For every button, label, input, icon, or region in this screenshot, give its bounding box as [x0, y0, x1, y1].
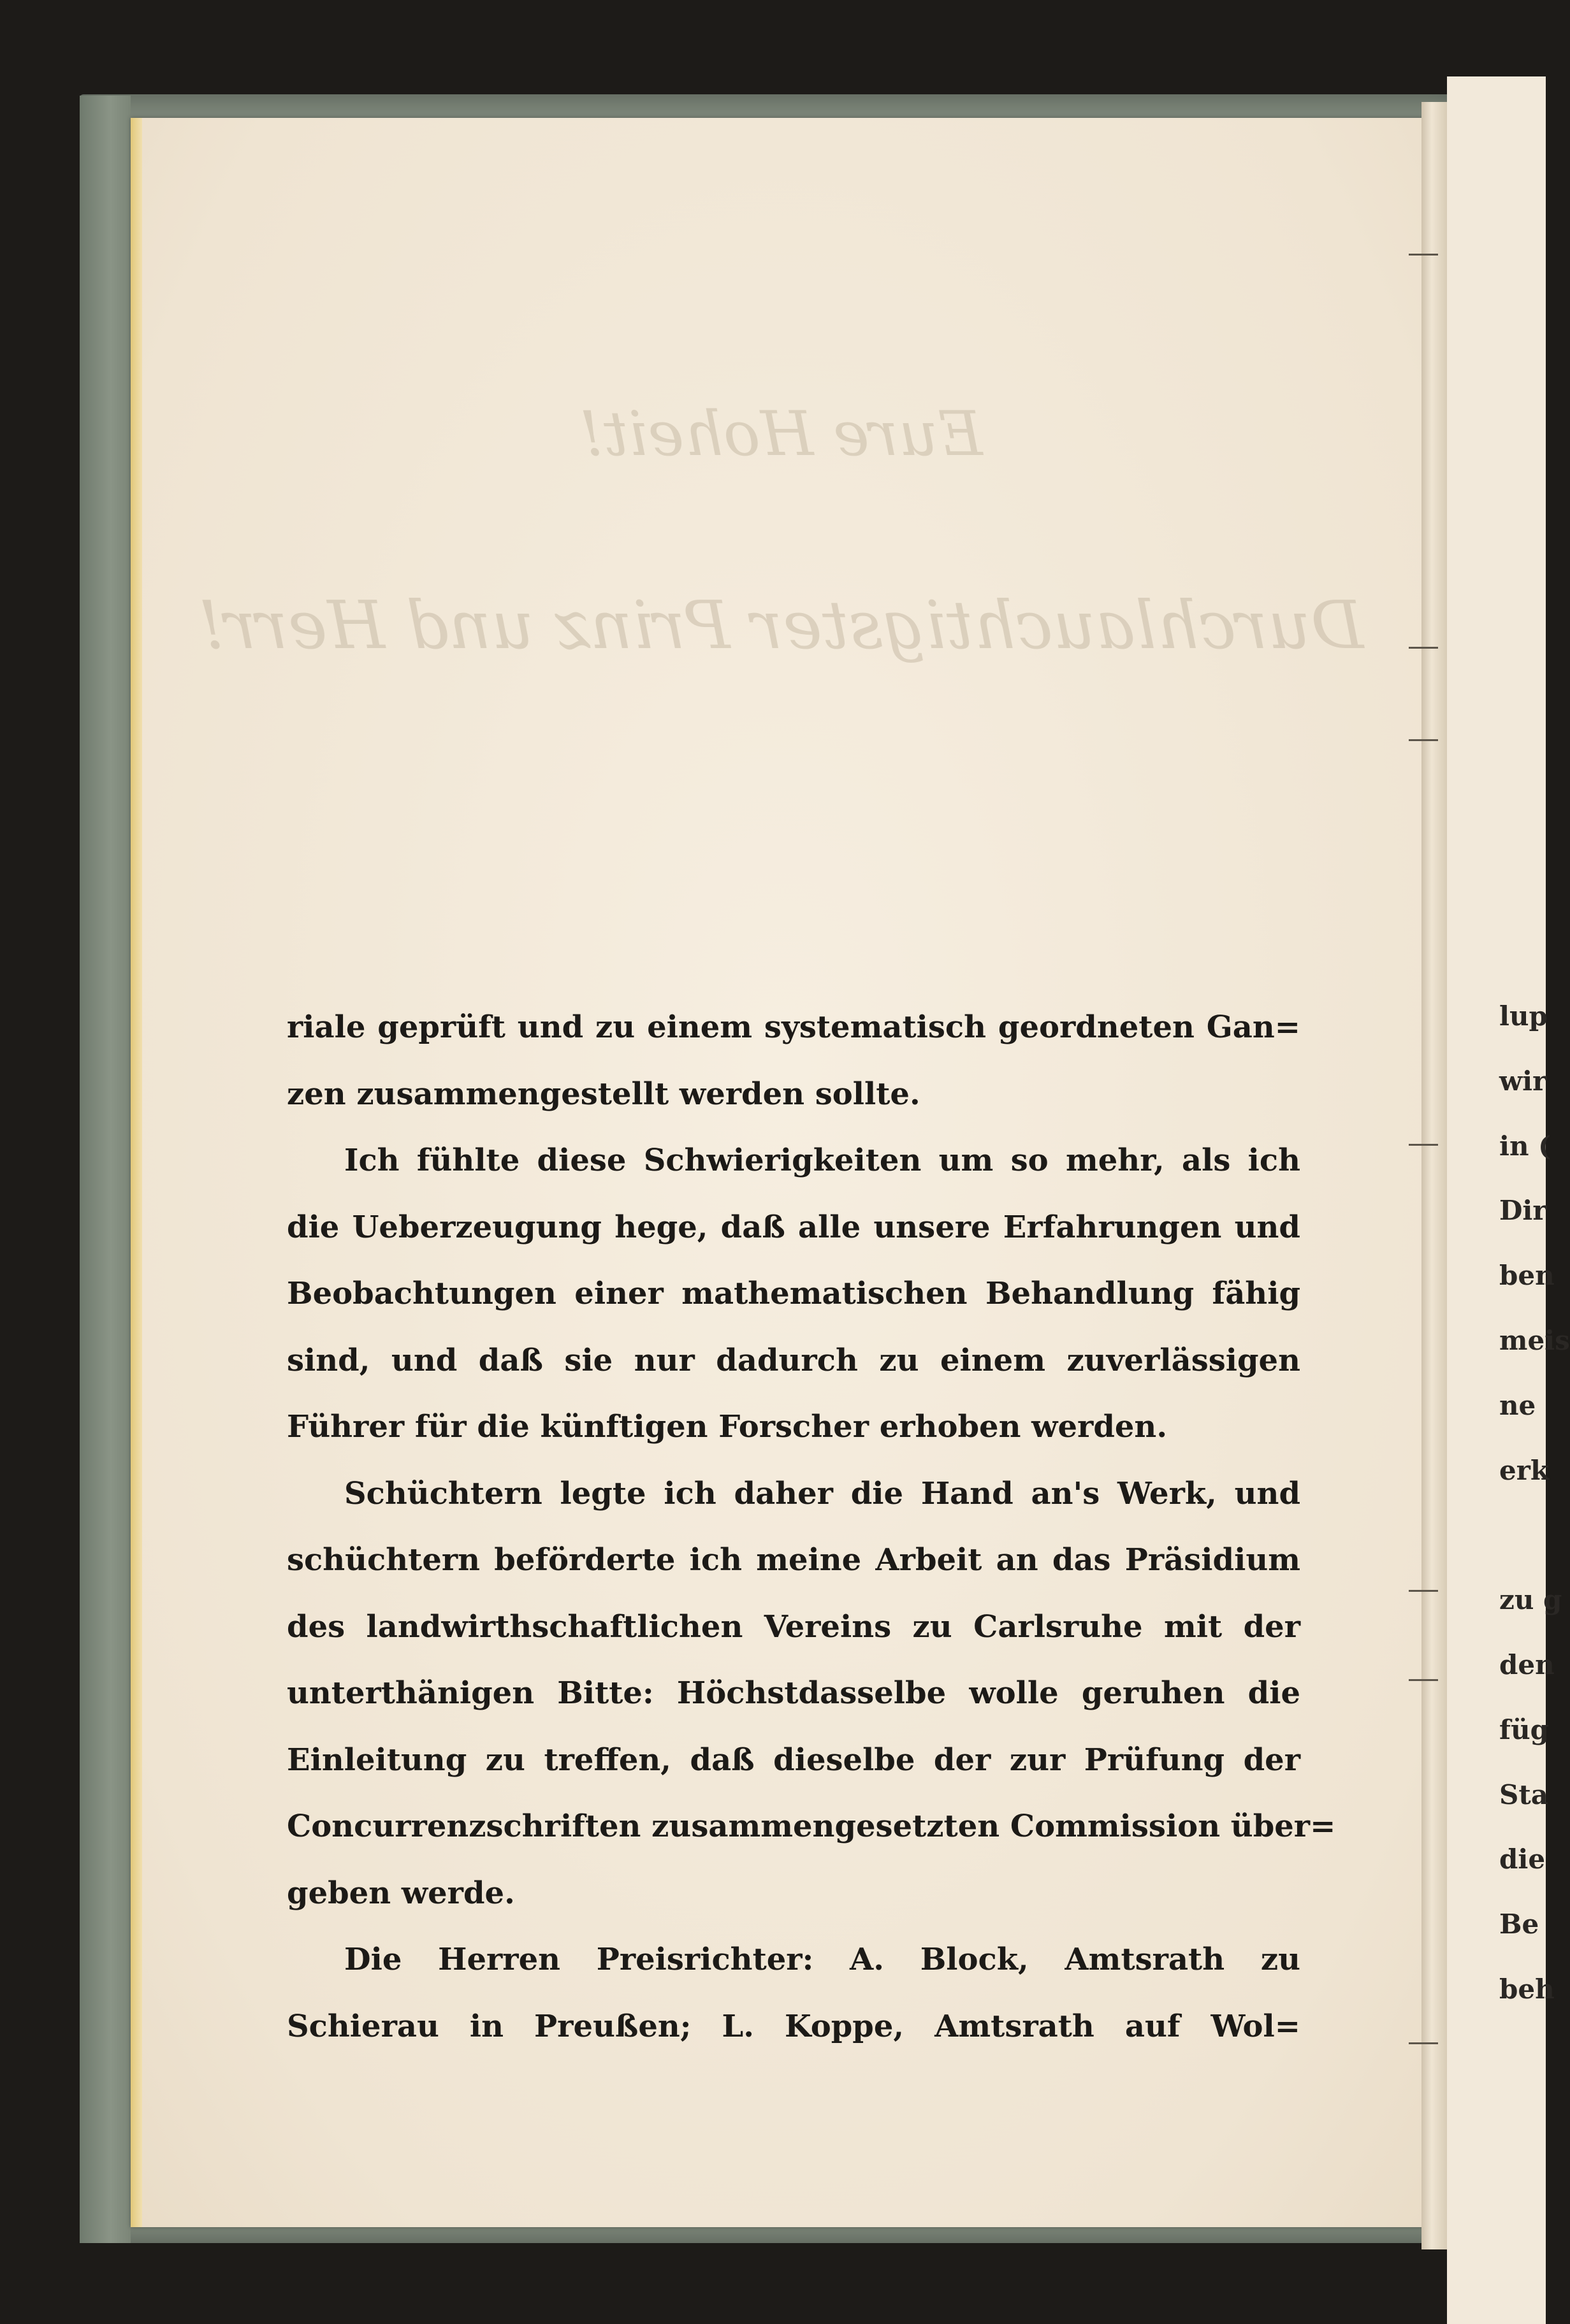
page-body-text: [287, 994, 1336, 2060]
bleed-through-heading: Eure Hoheit!: [579, 398, 983, 470]
binding-thread-mark: [1409, 1679, 1438, 1681]
text-line: die Ueberzeugung hege, daß alle unsere Erfahrungen und: [287, 1209, 1300, 1245]
fragment: erk: [1499, 1454, 1549, 1486]
fragment: wir: [1499, 1065, 1547, 1097]
text-line: geben werde.: [287, 1875, 515, 1911]
binding-thread-mark: [1409, 2042, 1438, 2044]
fragment: lup: [1499, 1000, 1548, 1032]
bleed-through-salutation: Durchlauchtigster Prinz und Herr!: [198, 586, 1364, 664]
binding-thread-mark: [1409, 647, 1438, 649]
page-edge-stain: [131, 118, 142, 2227]
fragment: Be: [1499, 1909, 1539, 1940]
binding-thread-mark: [1409, 1144, 1438, 1146]
text-line: Die Herren Preisrichter: A. Block, Amtsrath zu: [344, 1942, 1300, 1977]
text-line: Beobachtungen einer mathematischen Behandlung fähig: [287, 1276, 1300, 1311]
text-line: Schierau in Preußen; L. Koppe, Amtsrath auf Wol=: [287, 2008, 1300, 2044]
text-line: Concurrenzschriften zusammengesetzten Commission über=: [287, 1808, 1336, 1844]
text-line: unterthänigen Bitte: Höchstdasselbe wolle geruhen die: [287, 1675, 1300, 1711]
binding-thread-mark: [1409, 254, 1438, 256]
fragment: die: [1499, 1844, 1546, 1875]
text-line: Ich fühlte diese Schwierigkeiten um so mehr, als ich: [344, 1143, 1300, 1178]
cover-edge-strip: [80, 96, 131, 2243]
fragment: zu g: [1499, 1584, 1562, 1616]
text-line: Schüchtern legte ich daher die Hand an's Werk, und: [344, 1475, 1300, 1512]
text-line: Führer für die künftigen Forscher erhoben werden.: [287, 1409, 1168, 1445]
fragment: ben: [1499, 1260, 1555, 1292]
text-line: sind, und daß sie nur dadurch zu einem zuverlässigen: [287, 1342, 1300, 1378]
text-line: Einleitung zu treffen, daß dieselbe der zur Prüfung der: [287, 1742, 1300, 1778]
fragment: [1499, 1519, 1546, 1584]
fragment: meis: [1499, 1324, 1570, 1356]
facing-page-fragments: [1499, 1000, 1570, 2039]
binding-thread-mark: [1409, 739, 1438, 741]
fragment: den: [1499, 1649, 1555, 1680]
text-line: schüchtern beförderte ich meine Arbeit an das Präsidium: [287, 1542, 1300, 1578]
fragment: Sta: [1499, 1779, 1548, 1810]
text-line: riale geprüft und zu einem systematisch geordneten Gan=: [287, 1009, 1300, 1045]
text-line: des landwirthschaftlichen Vereins zu Carlsruhe mit der: [287, 1608, 1300, 1645]
fragment: in (: [1499, 1130, 1551, 1162]
fragment: füg: [1499, 1714, 1549, 1745]
book-gutter: [1421, 102, 1447, 2249]
text-line: zen zusammengestellt werden sollte.: [287, 1076, 920, 1112]
fragment: Dir: [1499, 1195, 1547, 1227]
fragment: ne: [1499, 1389, 1536, 1421]
fragment: beh: [1499, 1973, 1555, 2005]
binding-thread-mark: [1409, 1590, 1438, 1592]
